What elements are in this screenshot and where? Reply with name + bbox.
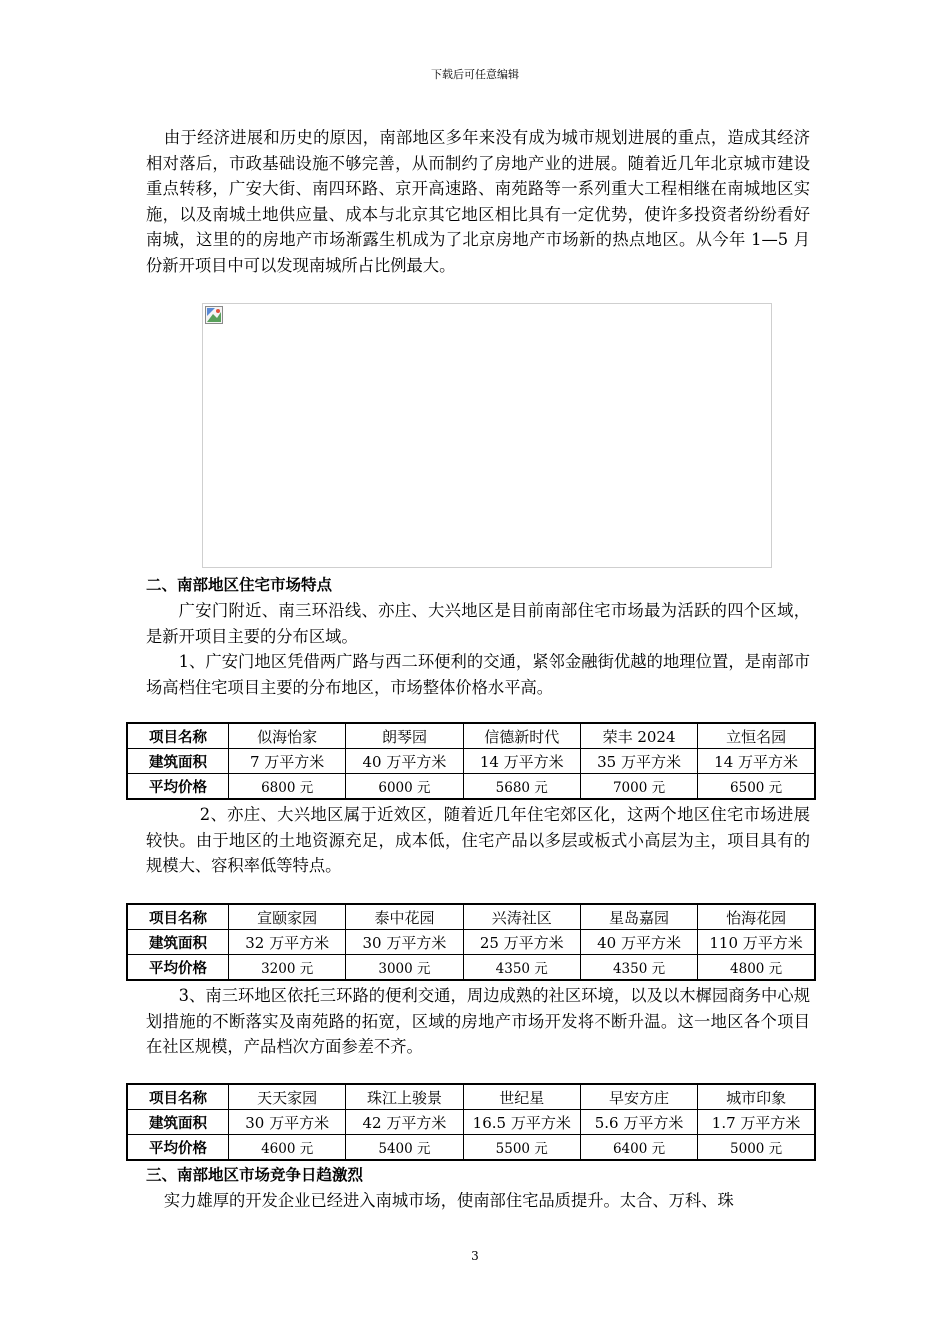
section-2-point-2: 2、亦庄、大兴地区属于近效区，随着近几年住宅郊区化，这两个地区住宅市场进展较快。由于地区的土地资源充足，成本低，住宅产品以多层或板式小高层为主，项目具有的规模大、容积率低等特点。 — [146, 805, 810, 875]
project-name: 珠江上骏景 — [346, 1084, 463, 1110]
average-price: 7000 元 — [580, 774, 697, 800]
project-name: 兴涛社区 — [463, 904, 580, 930]
section-3-paragraph: 实力雄厚的开发企业已经进入南城市场，使南部住宅品质提升。太合、万科、珠 — [163, 1191, 734, 1210]
table-row — [127, 774, 815, 800]
project-name: 信德新时代 — [463, 723, 580, 749]
intro-paragraph: 由于经济进展和历史的原因，南部地区多年来没有成为城市规划进展的重点，造成其经济相对落后，市政基础设施不够完善，从而制约了房地产业的进展。随着近几年北京城市建设重点转移，广安大街、南四环路、京开高速路、南苑路等一系列重大工程相继在南城地区实施，以及南城土地供应量、成本与北京其它地区相比具有一定优势，使许多投资者纷纷看好南城，这里的的房地产市场渐露生机成为了北京房地产市场新的热点地区。从今年 1—5 月份新开项目中可以发现南城所占比例最大。 — [146, 128, 810, 275]
page-header: 下载后可任意编辑 — [431, 68, 519, 81]
floor-area: 7 万平方米 — [229, 749, 346, 774]
floor-area: 32 万平方米 — [229, 930, 346, 955]
table-row — [127, 955, 815, 981]
embedded-image-placeholder — [202, 303, 772, 568]
average-price: 4350 元 — [463, 955, 580, 981]
section-2-intro: 广安门附近、南三环沿线、亦庄、大兴地区是目前南部住宅市场最为活跃的四个区域，是新开项目主要的分布区域。 — [146, 601, 810, 646]
average-price: 5500 元 — [463, 1135, 580, 1161]
table-row — [127, 1135, 815, 1161]
row-label: 平均价格 — [127, 955, 229, 981]
row-label: 项目名称 — [127, 723, 229, 749]
page-number: 3 — [471, 1249, 479, 1263]
floor-area: 14 万平方米 — [698, 749, 815, 774]
average-price: 6800 元 — [229, 774, 346, 800]
average-price: 4600 元 — [229, 1135, 346, 1161]
row-label: 项目名称 — [127, 904, 229, 930]
table-row — [127, 723, 815, 749]
average-price: 4800 元 — [698, 955, 815, 981]
project-name: 宣颐家园 — [229, 904, 346, 930]
average-price: 5400 元 — [346, 1135, 463, 1161]
section-2 — [146, 573, 810, 700]
row-label: 平均价格 — [127, 1135, 229, 1161]
floor-area: 40 万平方米 — [580, 930, 697, 955]
table-south-third-ring — [126, 1083, 816, 1161]
row-label: 建筑面积 — [127, 749, 229, 774]
floor-area: 1.7 万平方米 — [698, 1110, 815, 1135]
row-label: 建筑面积 — [127, 1110, 229, 1135]
table-row — [127, 1084, 815, 1110]
section-2-point-1: 1、广安门地区凭借两广路与西二环便利的交通，紧邻金融街优越的地理位置，是南部市场高档住宅项目主要的分布地区，市场整体价格水平高。 — [146, 652, 810, 697]
project-name: 荣丰 2024 — [580, 723, 697, 749]
floor-area: 35 万平方米 — [580, 749, 697, 774]
floor-area: 42 万平方米 — [346, 1110, 463, 1135]
table-row — [127, 1110, 815, 1135]
table-guanganmen — [126, 722, 816, 800]
average-price: 6000 元 — [346, 774, 463, 800]
floor-area: 25 万平方米 — [463, 930, 580, 955]
project-name: 世纪星 — [463, 1084, 580, 1110]
project-name: 泰中花园 — [346, 904, 463, 930]
project-name: 星岛嘉园 — [580, 904, 697, 930]
project-name: 早安方庄 — [580, 1084, 697, 1110]
average-price: 5000 元 — [698, 1135, 815, 1161]
section-2-part-3 — [146, 983, 810, 1060]
broken-image-icon — [205, 306, 223, 324]
project-name: 城市印象 — [698, 1084, 815, 1110]
project-name: 立恒名园 — [698, 723, 815, 749]
project-name: 天天家园 — [229, 1084, 346, 1110]
section-2-point-3: 3、南三环地区依托三环路的便利交通，周边成熟的社区环境，以及以木樨园商务中心规划措施的不断落实及南苑路的拓宽，区域的房地产市场开发将不断升温。这一地区各个项目在社区规模，产品档次方面参差不齐。 — [146, 986, 810, 1056]
project-name: 似海怡家 — [229, 723, 346, 749]
table-row — [127, 749, 815, 774]
average-price: 6400 元 — [580, 1135, 697, 1161]
table-yizhuang-daxing — [126, 903, 816, 981]
project-name: 怡海花园 — [698, 904, 815, 930]
project-name: 朗琴园 — [346, 723, 463, 749]
row-label: 项目名称 — [127, 1084, 229, 1110]
average-price: 4350 元 — [580, 955, 697, 981]
floor-area: 110 万平方米 — [698, 930, 815, 955]
table-row — [127, 904, 815, 930]
section-2-heading: 二、南部地区住宅市场特点 — [146, 576, 333, 594]
floor-area: 16.5 万平方米 — [463, 1110, 580, 1135]
section-3-heading: 三、南部地区市场竞争日趋激烈 — [146, 1166, 364, 1184]
average-price: 3200 元 — [229, 955, 346, 981]
section-2-part-2 — [146, 802, 810, 879]
section-3 — [146, 1163, 810, 1214]
floor-area: 30 万平方米 — [346, 930, 463, 955]
floor-area: 5.6 万平方米 — [580, 1110, 697, 1135]
floor-area: 40 万平方米 — [346, 749, 463, 774]
intro-block — [146, 125, 810, 278]
table-row — [127, 930, 815, 955]
row-label: 平均价格 — [127, 774, 229, 800]
floor-area: 30 万平方米 — [229, 1110, 346, 1135]
row-label: 建筑面积 — [127, 930, 229, 955]
floor-area: 14 万平方米 — [463, 749, 580, 774]
average-price: 3000 元 — [346, 955, 463, 981]
average-price: 5680 元 — [463, 774, 580, 800]
average-price: 6500 元 — [698, 774, 815, 800]
